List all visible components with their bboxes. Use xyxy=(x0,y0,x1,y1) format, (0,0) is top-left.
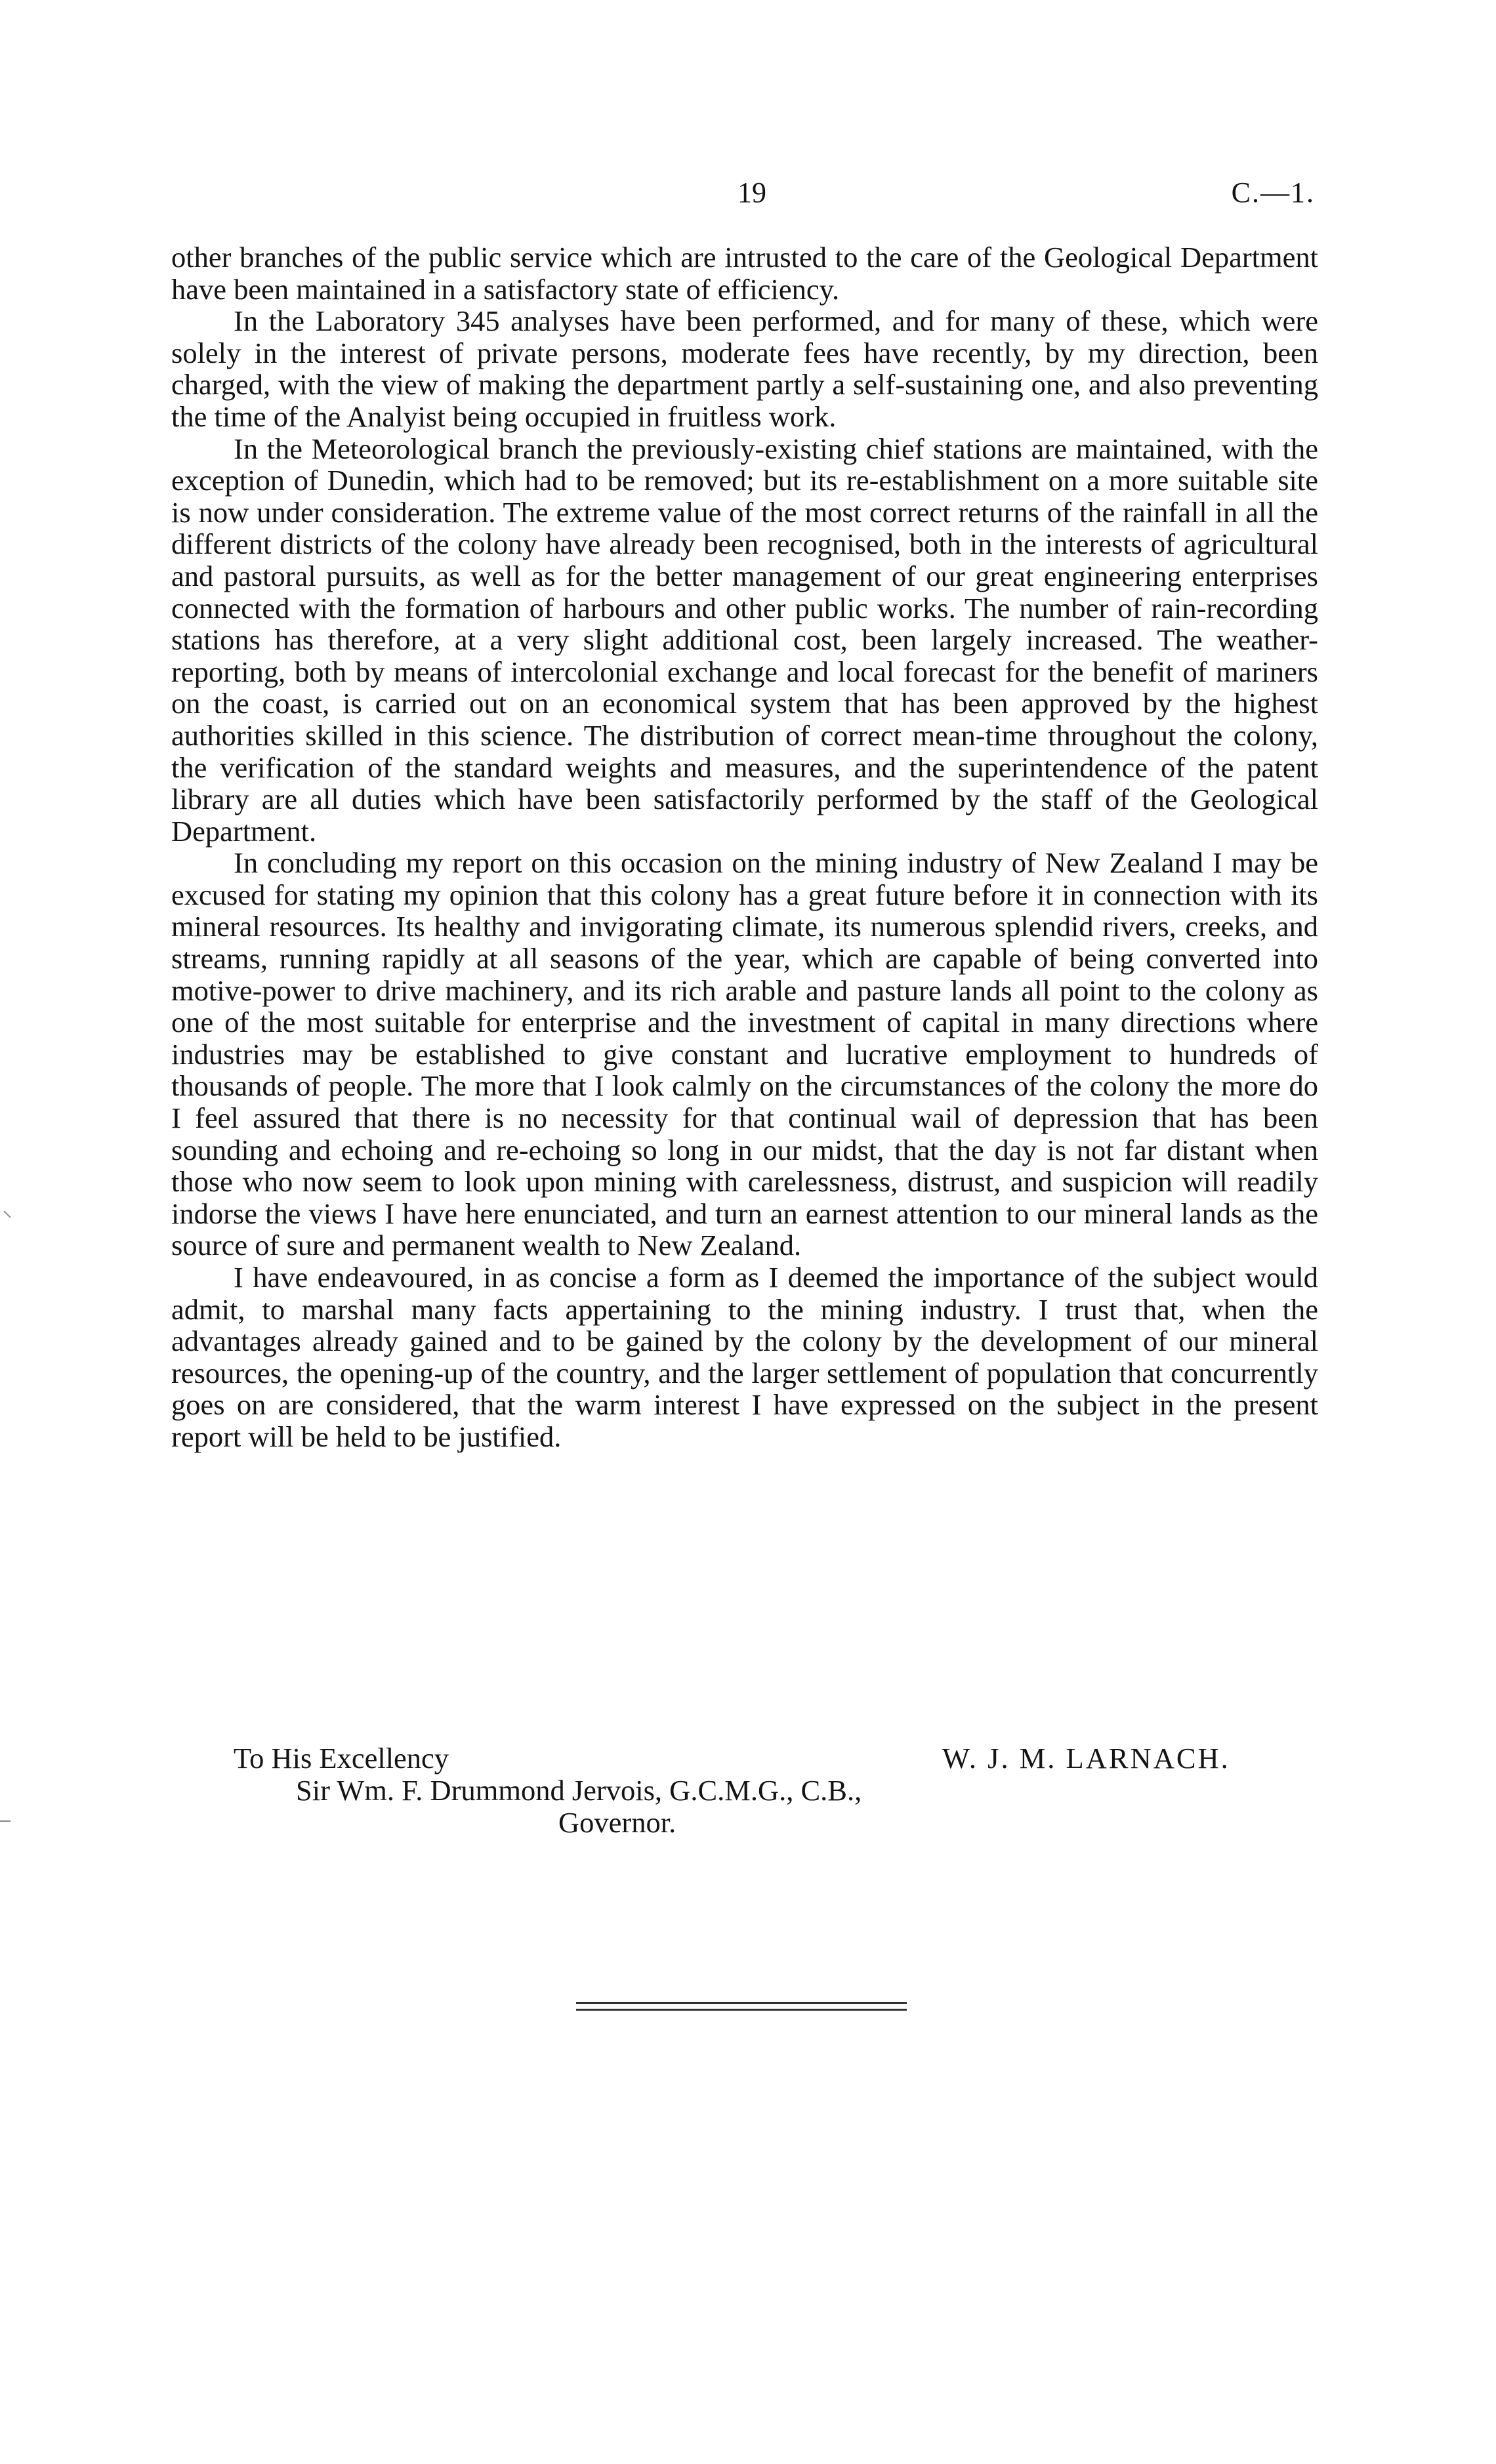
paragraph-closing: I have endeavoured, in as concise a form as I deemed the importance of the subject would admit, to marshal many facts appertaining to the mining industry. I trust that, when the advantages already gained and to be gained by the colony by the development of our mineral resources, the opening-up of the country, and the larger settlement of population that concurrently goes on are considered, that the warm interest I have expressed on the subject in the present report will be held to be justified. xyxy=(171,1261,1318,1453)
margin-mark xyxy=(0,1820,10,1822)
page-header xyxy=(0,176,1496,215)
signature-block xyxy=(171,1742,1318,1854)
report-body xyxy=(171,241,1318,1453)
closing-rule-top xyxy=(576,2002,907,2004)
margin-mark xyxy=(3,1210,10,1218)
page-number: 19 xyxy=(738,176,766,209)
document-reference: C.—1. xyxy=(1231,176,1315,209)
closing-rule-bottom xyxy=(576,2009,907,2011)
paragraph-conclusion: In concluding my report on this occasion on the mining industry of New Zealand I may be excused for stating my opinion that this colony has a great future before it in connection with its mineral resources. Its healthy and invigorating climate, its numerous splendid rivers, creeks, and streams, running rapidly at all seasons of the year, which are capable of being converted into motive-power to drive machinery, and its rich arable and pasture lands all point to the colony as one of the most suitable for enterprise and the investment of capital in many directions where industries may be established to give constant and lucrative employment to hundreds of thousands of people. The more that I look calmly on the circumstances of the colony the more do I feel assured that there is no necessity for that continual wail of depression that has been sounding and echoing and re-echoing so long in our midst, that the day is not far distant when those who now seem to look upon mining with carelessness, distrust, and suspicion will readily indorse the views I have here enunciated, and turn an earnest attention to our mineral lands as the source of sure and permanent wealth to New Zealand. xyxy=(171,846,1318,1262)
signatory-name: W. J. M. LARNACH. xyxy=(942,1742,1230,1775)
paragraph-public-service: other branches of the public service which are intrusted to the care of the Geological Department have been maintained in a satisfactory state of efficiency. xyxy=(171,241,1318,306)
addressee-title: Governor. xyxy=(558,1806,676,1839)
paragraph-laboratory: In the Laboratory 345 analyses have been performed, and for many of these, which were solely in the interest of private persons, moderate fees have recently, by my direction, been charged, with the view of making the department partly a self-sustaining one, and also preventing the time of the Analyist being occupied in fruitless work. xyxy=(171,304,1318,433)
addressee-name: Sir Wm. F. Drummond Jervois, G.C.M.G., C.B., xyxy=(296,1774,862,1807)
addressee-salutation: To His Excellency xyxy=(234,1742,449,1775)
paragraph-meteorological: In the Meteorological branch the previously-existing chief stations are maintained, with the exception of Dunedin, which had to be removed; but its re-establishment on a more suitable site is now under consideration. The extreme value of the most correct returns of the rainfall in all the different districts of the colony have already been recognised, both in the interests of agricultural and pastoral pursuits, as well as for the better management of our great engineering enterprises connected with the formation of harbours and other public works. The number of rain-recording stations has therefore, at a very slight additional cost, been largely increased. The weather-reporting, both by means of intercolonial exchange and local forecast for the benefit of mariners on the coast, is carried out on an economical system that has been approved by the highest authorities skilled in this science. The distribution of correct mean-time throughout the colony, the verification of the standard weights and measures, and the superintendence of the patent library are all duties which have been satisfactorily performed by the staff of the Geological Department. xyxy=(171,432,1318,848)
